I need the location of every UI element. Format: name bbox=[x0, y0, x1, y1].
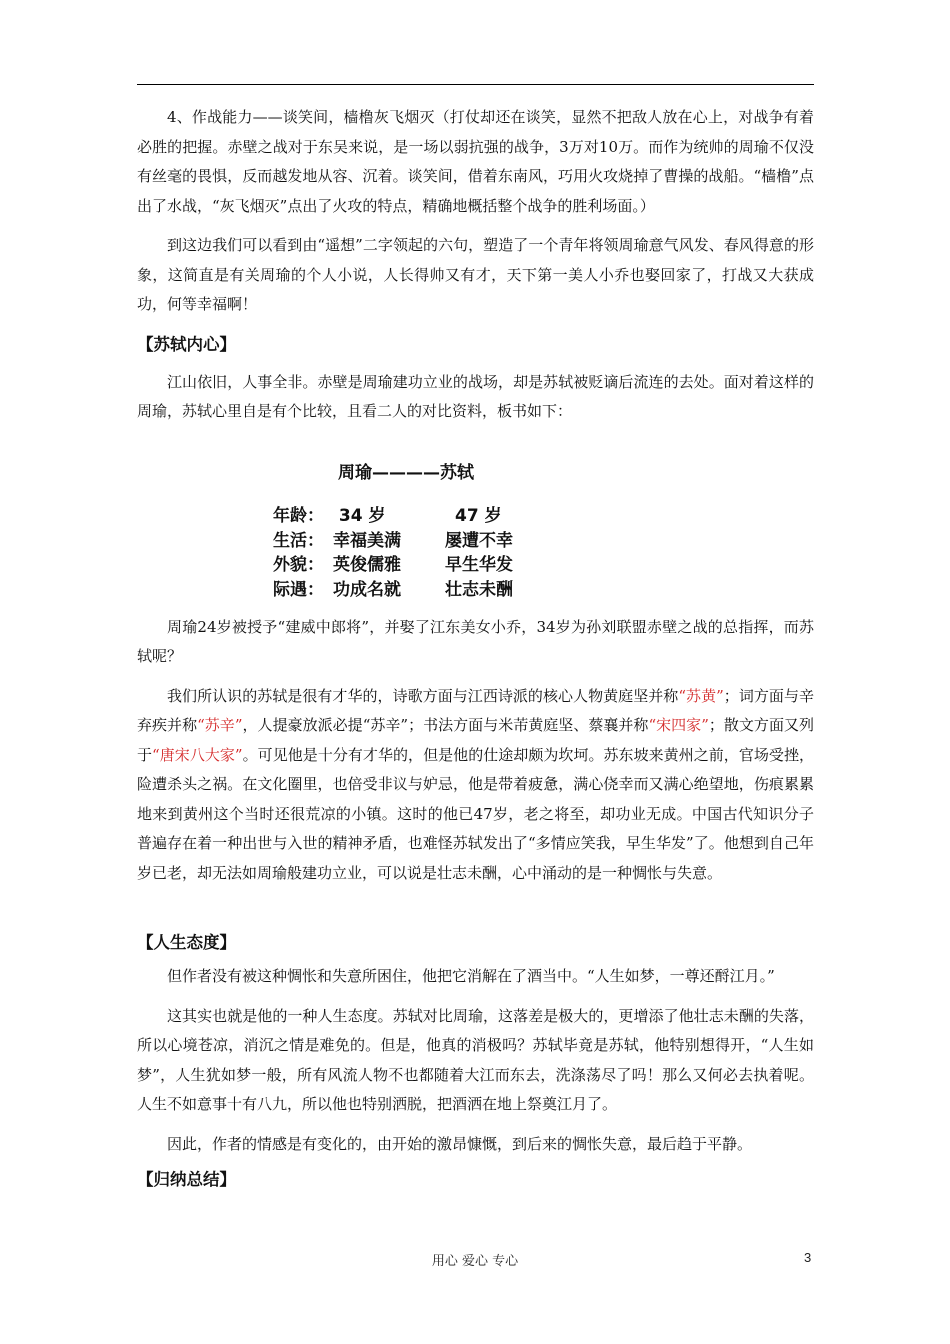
text-span: ，人提豪放派必提“苏辛”；书法方面与米芾黄庭坚、蔡襄并称 bbox=[242, 716, 649, 734]
comparison-zhouyu-value: 幸福美满 bbox=[333, 530, 401, 551]
footer-motto: 用心 爱心 专心 bbox=[431, 1254, 519, 1269]
comparison-row bbox=[273, 504, 513, 529]
comparison-label: 外貌： bbox=[273, 555, 324, 575]
comparison-sushi-value: 47 岁 bbox=[455, 506, 502, 526]
highlight-tang-song-eight: “唐宋八大家” bbox=[152, 745, 243, 764]
comparison-label: 年龄： bbox=[273, 506, 324, 526]
section-heading-summary: 【归纳总结】 bbox=[137, 1170, 236, 1189]
comparison-table bbox=[273, 504, 513, 602]
comparison-zhouyu-value: 英俊儒雅 bbox=[333, 555, 401, 575]
comparison-row bbox=[273, 529, 513, 554]
comparison-zhouyu-value: 功成名就 bbox=[333, 579, 401, 600]
paragraph-sushi-talent bbox=[137, 682, 814, 889]
comparison-row bbox=[273, 578, 513, 603]
paragraph-attitude: 这其实也就是他的一种人生态度。苏轼对比周瑜，这落差是极大的，更增添了他壮志未酬的失落，所以心境苍凉，消沉之情是难免的。但是，他真的消极吗？苏轼毕竟是苏轼，他特别想得开，“人生如梦”，人生犹如梦一般，所有风流人物不也都随着大江而东去，洗涤荡尽了吗！那么又何必去执着呢。人生不如意事十有八九，所以他也特别洒脱，把酒洒在地上祭奠江月了。 bbox=[137, 1006, 814, 1113]
paragraph-wine: 但作者没有被这种惆怅和失意所困住，他把它消解在了酒当中。“人生如梦，一尊还酹江月。” bbox=[167, 967, 775, 985]
comparison-sushi-value: 屡遭不幸 bbox=[445, 530, 513, 551]
comparison-sushi-value: 早生华发 bbox=[445, 555, 513, 575]
paragraph-comparison-intro: 江山依旧，人事全非。赤壁是周瑜建功立业的战场，却是苏轼被贬谪后流连的去处。面对着这样的周瑜，苏轼心里自是有个比较，且看二人的对比资料，板书如下： bbox=[137, 372, 814, 420]
highlight-song-four: “宋四家” bbox=[648, 716, 709, 734]
comparison-zhouyu-value: 34 岁 bbox=[333, 506, 386, 526]
text-span: 我们所认识的苏轼是很有才华的，诗歌方面与江西诗派的核心人物黄庭坚并称 bbox=[167, 686, 679, 705]
comparison-label: 际遇： bbox=[273, 579, 324, 600]
section-gap bbox=[137, 888, 814, 928]
paragraph-zhouyu-image: 到这边我们可以看到由“遥想”二字领起的六句，塑造了一个青年将领周瑜意气风发、春风得意的形象，这简直是有关周瑜的个人小说，人长得帅又有才，天下第一美人小乔也娶回家了，打战又大获成功，何等幸福啊！ bbox=[137, 236, 814, 313]
paragraph-combat-ability: 4、作战能力——谈笑间，樯橹灰飞烟灭（打仗却还在谈笑，显然不把敌人放在心上，对战争有着必胜的把握。赤壁之战对于东吴来说，是一场以弱抗强的战争，3万对10万。而作为统帅的周瑜不仅没有丝毫的畏惧，反而越发地从容、沉着。谈笑间，借着东南风，巧用火攻烧掉了曹操的战船。“樯橹”点出了水战，“灰飞烟灭”点出了火攻的特点，精确地概括整个战争的胜利场面。） bbox=[137, 108, 814, 215]
paragraph-emotion-change: 因此，作者的情感是有变化的，由开始的激昂慷慨，到后来的惆怅失意，最后趋于平静。 bbox=[167, 1134, 753, 1153]
section-heading-life-attitude: 【人生态度】 bbox=[137, 933, 236, 952]
paragraph-zhouyu-career: 周瑜24岁被授予“建威中郎将”，并娶了江东美女小乔，34岁为孙刘联盟赤壁之战的总指挥，而苏轼呢？ bbox=[137, 617, 814, 665]
header-rule bbox=[137, 84, 814, 85]
page-body bbox=[137, 103, 814, 1195]
text-span: 。可见他是十分有才华的，但是他的仕途却颇为坎坷。苏东坡来黄州之前，官场受挫，险遭杀头之祸。在文化圈里，也倍受非议与妒忌，他是带着疲惫，满心侥幸而又满心绝望地，伤痕累累地来到黄州这个当时还很荒凉的小镇。这时的他已47岁，老之将至，却功业无成。中国古代知识分子普遍存在着一种出世与入世的精神矛盾，也难怪苏轼发出了“多情应笑我，早生华发”了。他想到自己年岁已老，却无法如周瑜般建功立业，可以说是壮志未酬，心中涌动的是一种惆怅与失意。 bbox=[137, 745, 814, 882]
comparison-title: 周瑜————苏轼 bbox=[338, 463, 474, 483]
comparison-row bbox=[273, 553, 513, 578]
text-span: ；散文方面又列于 bbox=[137, 716, 814, 764]
text-span: ；词方面与辛弃疾并称 bbox=[137, 686, 814, 734]
comparison-sushi-value: 壮志未酬 bbox=[445, 579, 513, 600]
page-number: 3 bbox=[804, 1250, 812, 1265]
section-heading-sushi-heart: 【苏轼内心】 bbox=[137, 334, 236, 354]
highlight-su-huang: “苏黄” bbox=[678, 686, 724, 705]
highlight-su-xin: “苏辛” bbox=[197, 716, 243, 734]
comparison-label: 生活： bbox=[273, 530, 324, 551]
